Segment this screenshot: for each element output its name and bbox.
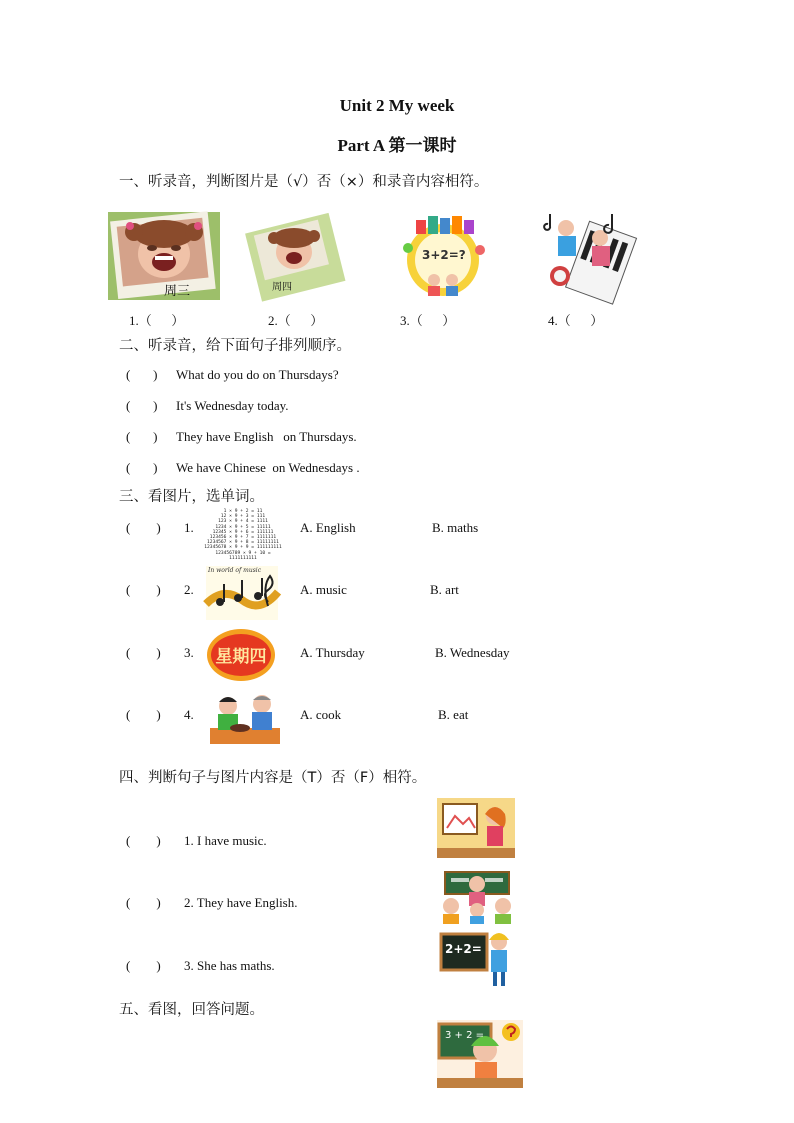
section3-num-1: 1. [184,520,194,535]
section2-paren-4[interactable]: ( ) [126,460,158,475]
section2-sentence-1: What do you do on Thursdays? [176,367,339,382]
section1-answer-1[interactable]: 1.（ ） [129,313,185,328]
math-equation-line: 12345 × 9 + 6 = 111111 [212,529,274,535]
crying-girl-thursday-image [250,214,342,298]
math-equation-line: 123456789 × 9 + 10 = 1111111111 [215,550,271,561]
pic2-caption: 周四 [272,282,292,293]
section4-sentence-1: 1. I have music. [184,833,267,848]
section4-heading: 四、判断句子与图片内容是（T）否（F）相符。 [119,770,427,786]
section3-paren-2[interactable]: ( ) [126,582,161,597]
music-notes-image [206,566,278,620]
page-subtitle: Part A 第一课时 [337,136,457,155]
thursday-sign-image [206,626,276,684]
music-pic-text: In world of music [208,567,262,574]
pic3-text: 3+2=? [422,248,466,262]
student-maths-question-image [437,1020,523,1088]
section3-option-b-4[interactable]: B. eat [438,707,469,722]
section5-board-text: 3 + 2 = [445,1030,485,1041]
section3-paren-1[interactable]: ( ) [126,520,161,535]
section5-heading: 五、看图，回答问题。 [119,1002,264,1018]
thursday-pic-text: 星期四 [215,647,267,667]
maths-equations-image [204,509,282,561]
section2-heading: 二、听录音，给下面句子排列顺序。 [119,338,351,354]
section2-paren-2[interactable]: ( ) [126,398,158,413]
section3-paren-3[interactable]: ( ) [126,645,161,660]
section3-option-a-4[interactable]: A. cook [300,707,342,722]
section2-sentence-4: We have Chinese on Wednesdays . [176,460,360,475]
section4-paren-1[interactable]: ( ) [126,833,161,848]
math-equation-line: 123456 × 9 + 7 = 1111111 [209,535,277,541]
math-equation-line: 12345678 × 9 + 9 = 111111111 [204,545,282,551]
math-equation-line: 1234567 × 9 + 8 = 11111111 [207,540,279,546]
section4-paren-3[interactable]: ( ) [126,958,161,973]
math-equation-line: 12 × 9 + 3 = 111 [220,514,266,520]
english-class-image [437,870,517,924]
math-equation-line: 1234 × 9 + 5 = 11111 [215,524,271,530]
maths-blackboard-image [439,930,513,990]
math-equation-line: 1 × 9 + 2 = 11 [223,509,263,514]
section1-heading: 一、听录音，判断图片是（√）否（×）和录音内容相符。 [119,174,489,190]
math-equation-line: 123 × 9 + 4 = 1111 [218,519,268,525]
maths-board-text: 2+2= [445,942,482,956]
section3-num-3: 3. [184,645,194,660]
section2-paren-3[interactable]: ( ) [126,429,158,444]
section2-sentence-2: It's Wednesday today. [176,398,289,413]
section3-heading: 三、看图片，选单词。 [119,489,264,505]
section3-option-a-1[interactable]: A. English [300,520,356,535]
section3-num-4: 4. [184,707,194,722]
section4-sentence-3: 3. She has maths. [184,958,275,973]
section3-option-b-2[interactable]: B. art [430,582,459,597]
pic1-caption: 周三 [164,284,191,299]
section3-num-2: 2. [184,582,194,597]
crying-girl-wednesday-image [108,212,220,300]
art-class-image [437,798,515,858]
music-kids-image [542,208,628,300]
section3-option-a-3[interactable]: A. Thursday [300,645,365,660]
section1-answer-4[interactable]: 4.（ ） [548,313,604,328]
section1-answer-2[interactable]: 2.（ ） [268,313,324,328]
maths-kids-image [388,210,498,300]
section2-sentence-3: They have English on Thursdays. [176,429,357,444]
cooking-kids-image [210,692,280,744]
section2-paren-1[interactable]: ( ) [126,367,158,382]
page-title: Unit 2 My week [339,96,455,115]
section3-option-a-2[interactable]: A. music [300,582,347,597]
section1-answer-3[interactable]: 3.（ ） [400,313,456,328]
section3-option-b-3[interactable]: B. Wednesday [435,645,510,660]
section3-option-b-1[interactable]: B. maths [432,520,479,535]
section3-paren-4[interactable]: ( ) [126,707,161,722]
section4-sentence-2: 2. They have English. [184,895,298,910]
section4-paren-2[interactable]: ( ) [126,895,161,910]
